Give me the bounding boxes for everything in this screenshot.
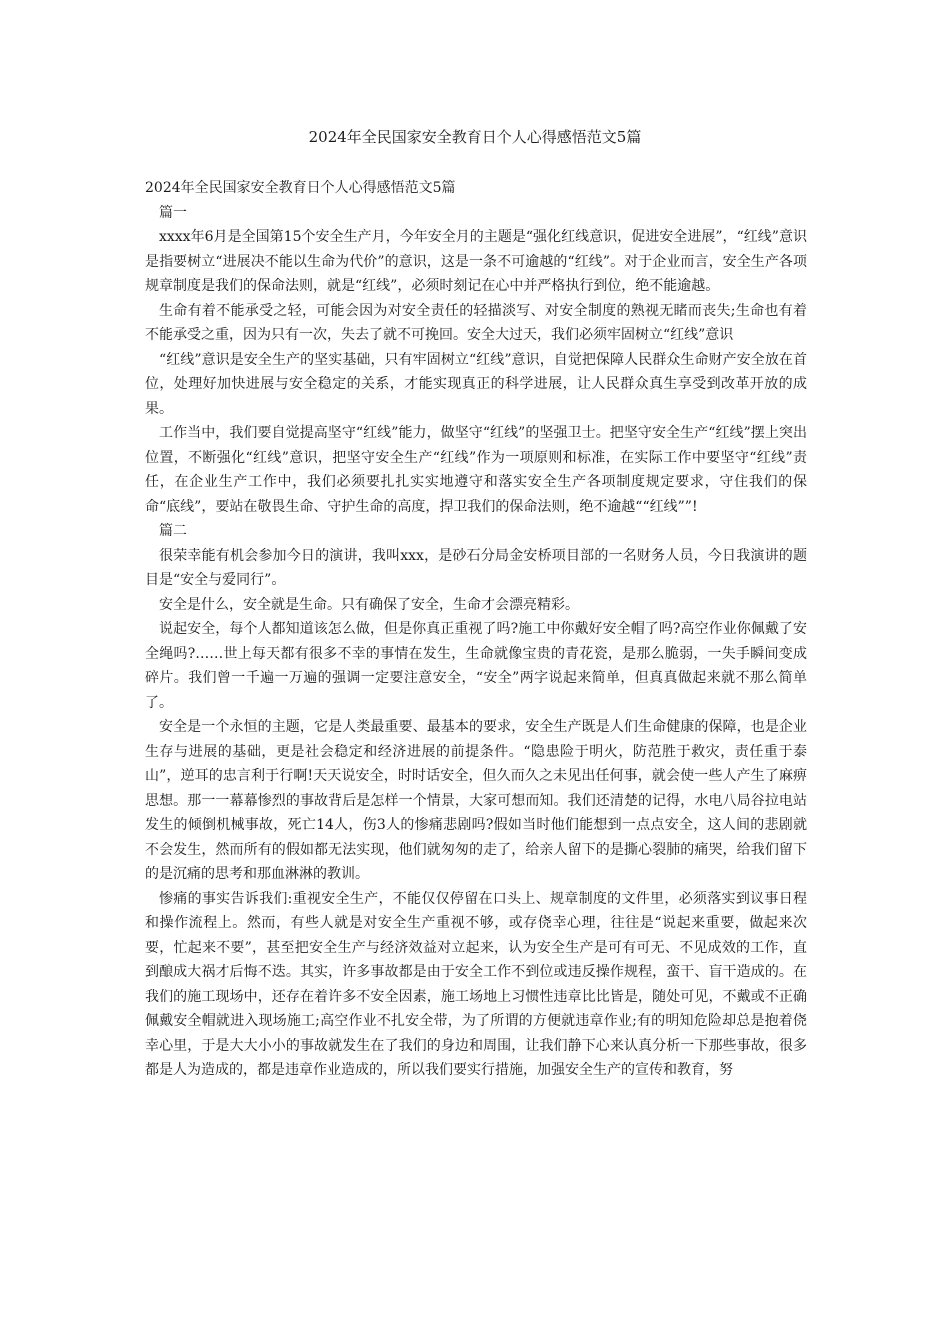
paragraph: “红线”意识是安全生产的坚实基础，只有牢固树立“红线”意识，自觉把保障人民群众生命财产安全放在首位，处理好加快进展与安全稳定的关系，才能实现真正的科学进展，让人民群众真生享受到改革开放的成果。 [145, 351, 807, 417]
paragraph: 很荣幸能有机会参加今日的演讲，我叫xxx，是砂石分局金安桥项目部的一名财务人员，今日我演讲的题目是“安全与爱同行”。 [145, 547, 807, 588]
section-heading-1: 篇一 [159, 204, 187, 221]
document-subtitle: 2024年全民国家安全教育日个人心得感悟范文5篇 [145, 180, 456, 196]
paragraph: 工作当中，我们要自觉提高坚守“红线”能力，做坚守“红线”的坚强卫士。把坚守安全生产“红线”摆上突出位置，不断强化“红线”意识，把坚守安全生产“红线”作为一项原则和标准，在实际工作中要坚守“红线”责任，在企业生产工作中，我们必须要扎扎实实地遵守和落实安全生产各项制度规定要求，守住我们的保命“底线”，要站在敬畏生命、守护生命的高度，捍卫我们的保命法则，绝不逾越““红线””! [145, 425, 807, 515]
paragraph: 安全是什么，安全就是生命。只有确保了安全，生命才会漂亮精彩。 [159, 596, 579, 613]
paragraph: 说起安全，每个人都知道该怎么做，但是你真正重视了吗?施工中你戴好安全帽了吗?高空作业你佩戴了安全绳吗?……世上每天都有很多不幸的事情在发生，生命就像宝贵的青花瓷，是那么脆弱，一失手瞬间变成碎片。我们曾一千遍一万遍的强调一定要注意安全，“安全”两字说起来简单，但真真做起来就不那么简单了。 [145, 621, 807, 711]
paragraph: 安全是一个永恒的主题，它是人类最重要、最基本的要求，安全生产既是人们生命健康的保障，也是企业生存与进展的基础，更是社会稳定和经济进展的前提条件。“隐患险于明火，防范胜于救灾，责任重于泰山”，逆耳的忠言利于行啊!天天说安全，时时话安全，但久而久之未见出任何事，就会使一些人产生了麻痹思想。那一一幕幕惨烈的事故背后是怎样一个情景，大家可想而知。我们还清楚的记得，水电八局谷拉电站发生的倾倒机械事故，死亡14人，伤3人的惨痛悲剧吗?假如当时他们能想到一点点安全，这人间的悲剧就不会发生，然而所有的假如都无法实现，他们就匆匆的走了，给亲人留下的是撕心裂肺的痛哭，给我们留下的是沉痛的思考和那血淋淋的教训。 [145, 719, 807, 882]
document-title: 2024年全民国家安全教育日个人心得感悟范文5篇 [308, 128, 642, 146]
paragraph: xxxx年6月是全国第15个安全生产月，今年安全月的主题是“强化红线意识，促进安全进展”，“红线”意识是指要树立“进展决不能以生命为代价”的意识，这是一条不可逾越的“红线”。对于企业而言，安全生产各项规章制度是我们的保命法则，就是“红线”，必须时刻记在心中并严格执行到位，绝不能逾越。 [145, 229, 807, 294]
section-heading-2: 篇二 [159, 523, 187, 539]
paragraph: 惨痛的事实告诉我们:重视安全生产，不能仅仅停留在口头上、规章制度的文件里，必须落实到议事日程和操作流程上。然而，有些人就是对安全生产重视不够，或存侥幸心理，往往是“说起来重要，做起来次要，忙起来不要”，甚至把安全生产与经济效益对立起来，认为安全生产是可有可无、不见成效的工作，直到酿成大祸才后悔不迭。其实，许多事故都是由于安全工作不到位或违反操作规程，蛮干、盲干造成的。在我们的施工现场中，还存在着许多不安全因素，施工场地上习惯性违章比比皆是，随处可见，不戴或不正确佩戴安全帽就进入现场施工;高空作业不扎安全带，为了所谓的方便就违章作业;有的明知危险却总是抱着侥幸心里，于是大大小小的事故就发生在了我们的身边和周围，让我们静下心来认真分析一下那些事故，很多都是人为造成的，都是违章作业造成的，所以我们要实行措施，加强安全生产的宣传和教育，努 [145, 890, 807, 1078]
paragraph: 生命有着不能承受之轻，可能会因为对安全责任的轻描淡写、对安全制度的熟视无睹而丧失;生命也有着不能承受之重，因为只有一次，失去了就不可挽回。安全大过天，我们必须牢固树立“红线”意识 [145, 302, 807, 343]
document-body [145, 176, 807, 1083]
